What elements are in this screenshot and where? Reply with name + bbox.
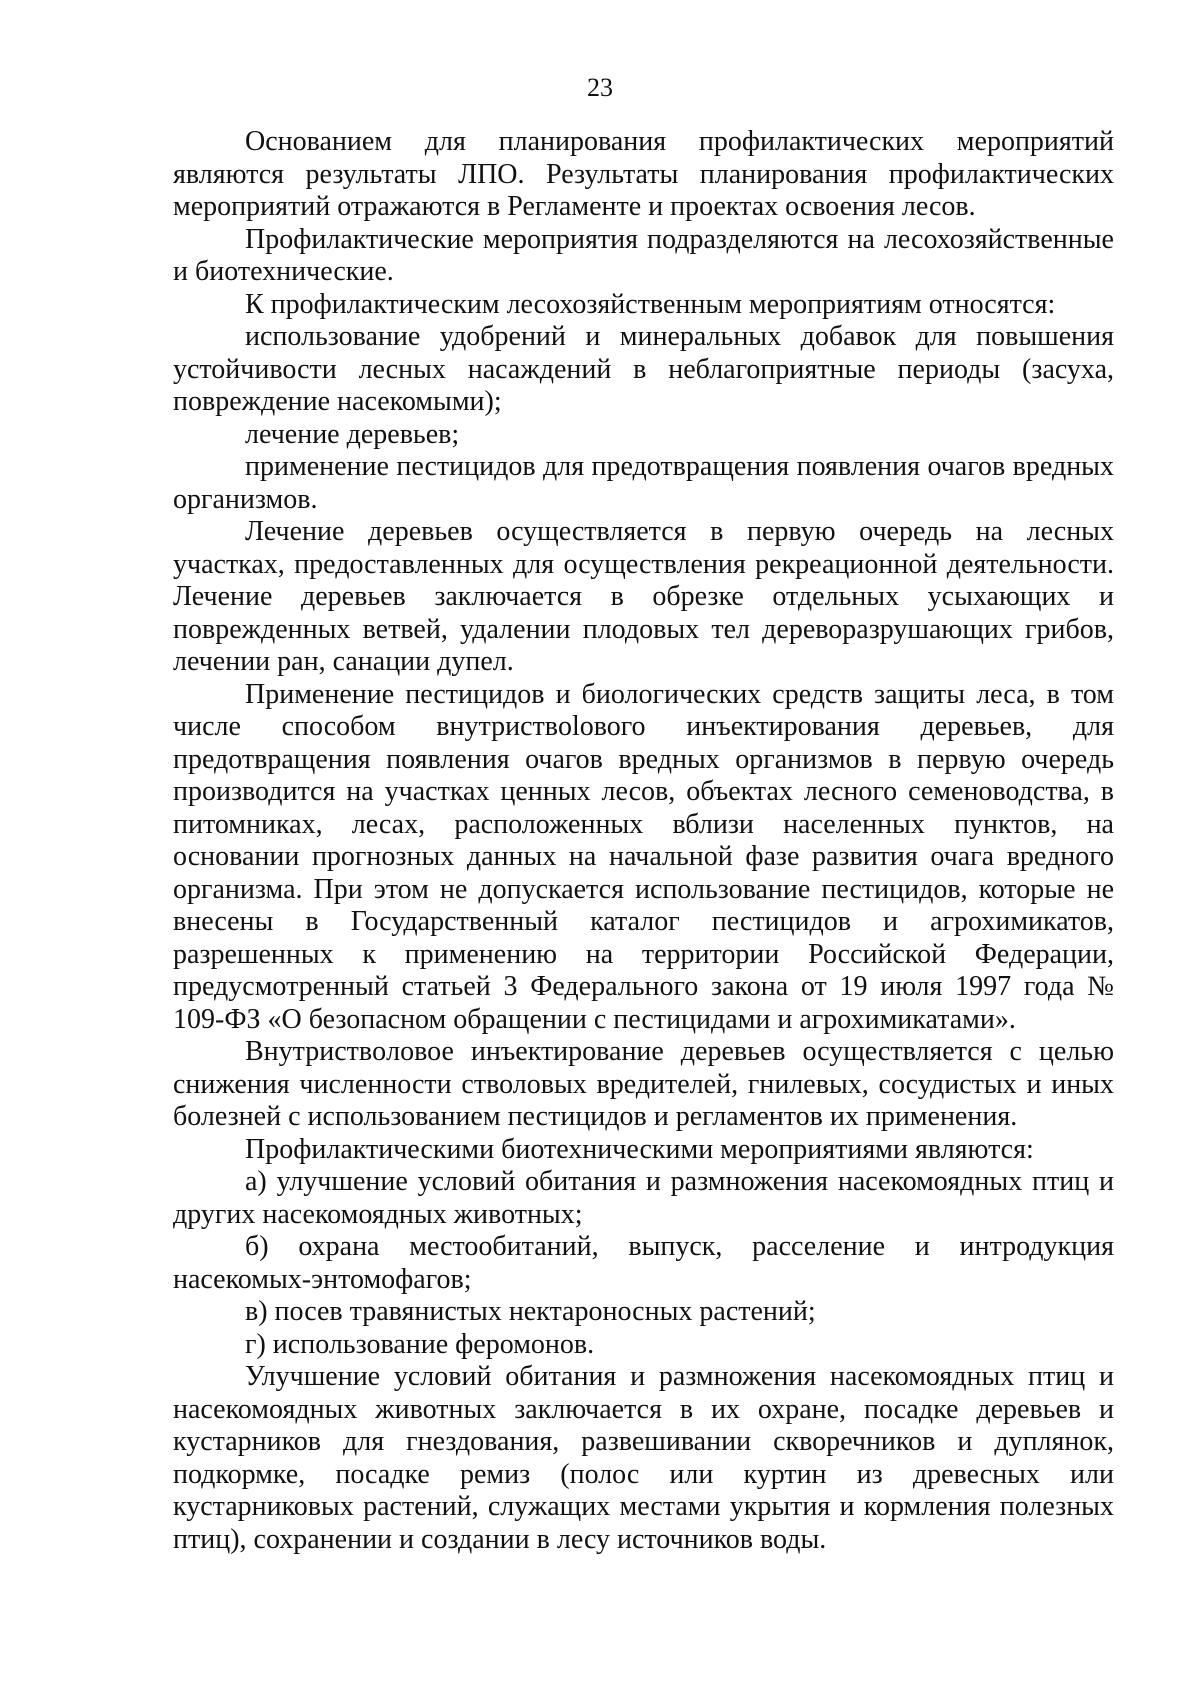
paragraph: Улучшение условий обитания и размножения насекомоядных птиц и насекомоядных животных заключается в их охране, посадке деревьев и кустарников для гнездования, развешивании скворечников и дуплянок, подкормке, посадке ремиз (полос или куртин из древесных или кустарниковых растений, служащих местами укрытия и кормления полезных птиц), сохранении и создании в лесу источников воды. xyxy=(173,1361,1114,1555)
paragraph: К профилактическим лесохозяйственным мероприятиям относятся: xyxy=(245,288,1056,320)
paragraph: Внутриствoловое инъектирование деревьев осуществляется с целью снижения численности стволовых вредителей, гнилевых, сосудистых и иных болезней с использованием пестицидов и регламентов их применения. xyxy=(173,1036,1114,1132)
list-item: а) улучшение условий обитания и размножения насекомоядных птиц и других насекомоядных животных; xyxy=(173,1166,1114,1230)
paragraph: Лечение деревьев осуществляется в первую очередь на лесных участках, предоставленных для осуществления рекреационной деятельности. Лечение деревьев заключается в обрезке отдельных усыхающих и поврежденных ветвей, удалении плодовых тел дереворазрушающих грибов, лечении ран, санации дупел. xyxy=(173,516,1114,677)
page-number: 23 xyxy=(587,73,613,102)
paragraph: Профилактическими биотехническими мероприятиями являются: xyxy=(245,1133,1034,1165)
list-item: в) посев травянистых нектароносных растений; xyxy=(245,1296,816,1327)
list-item: использование удобрений и минеральных добавок для повышения устойчивости лесных насаждений в неблагоприятные периоды (засуха, повреждение насекомыми); xyxy=(173,321,1114,417)
paragraph: Основанием для планирования профилактических мероприятий являются результаты ЛПО. Результаты планирования профилактических мероприятий отражаются в Регламенте и проектах освоения лесов. xyxy=(173,126,1114,222)
paragraph: Профилактические мероприятия подразделяются на лесохозяйственные и биотехнические. xyxy=(173,223,1114,287)
list-item: г) использование феромонов. xyxy=(245,1328,595,1360)
body-text xyxy=(173,126,1114,1556)
paragraph: Применение пестицидов и биологических средств защиты леса, в том числе способом внутриствolового инъектирования деревьев, для предотвращения появления очагов вредных организмов в первую очередь производится на участках ценных лесов, объектах лесного семеноводства, в питомниках, лесах, расположенных вблизи населенных пунктов, на основании прогнозных данных на начальной фазе развития очага вредного организма. При этом не допускается использование пестицидов, которые не внесены в Государственный каталог пестицидов и агрохимикатов, разрешенных к применению на территории Российской Федерации, предусмотренный статьей 3 Федерального закона от 19 июля 1997 года № 109-ФЗ «О безопасном обращении с пестицидами и агрохимикатами». xyxy=(173,678,1114,1035)
list-item: применение пестицидов для предотвращения появления очагов вредных организмов. xyxy=(173,451,1114,515)
list-item: б) охрана местообитаний, выпуск, расселение и интродукция насекомых-энтомофагов; xyxy=(173,1231,1114,1295)
list-item: лечение деревьев; xyxy=(245,418,460,450)
